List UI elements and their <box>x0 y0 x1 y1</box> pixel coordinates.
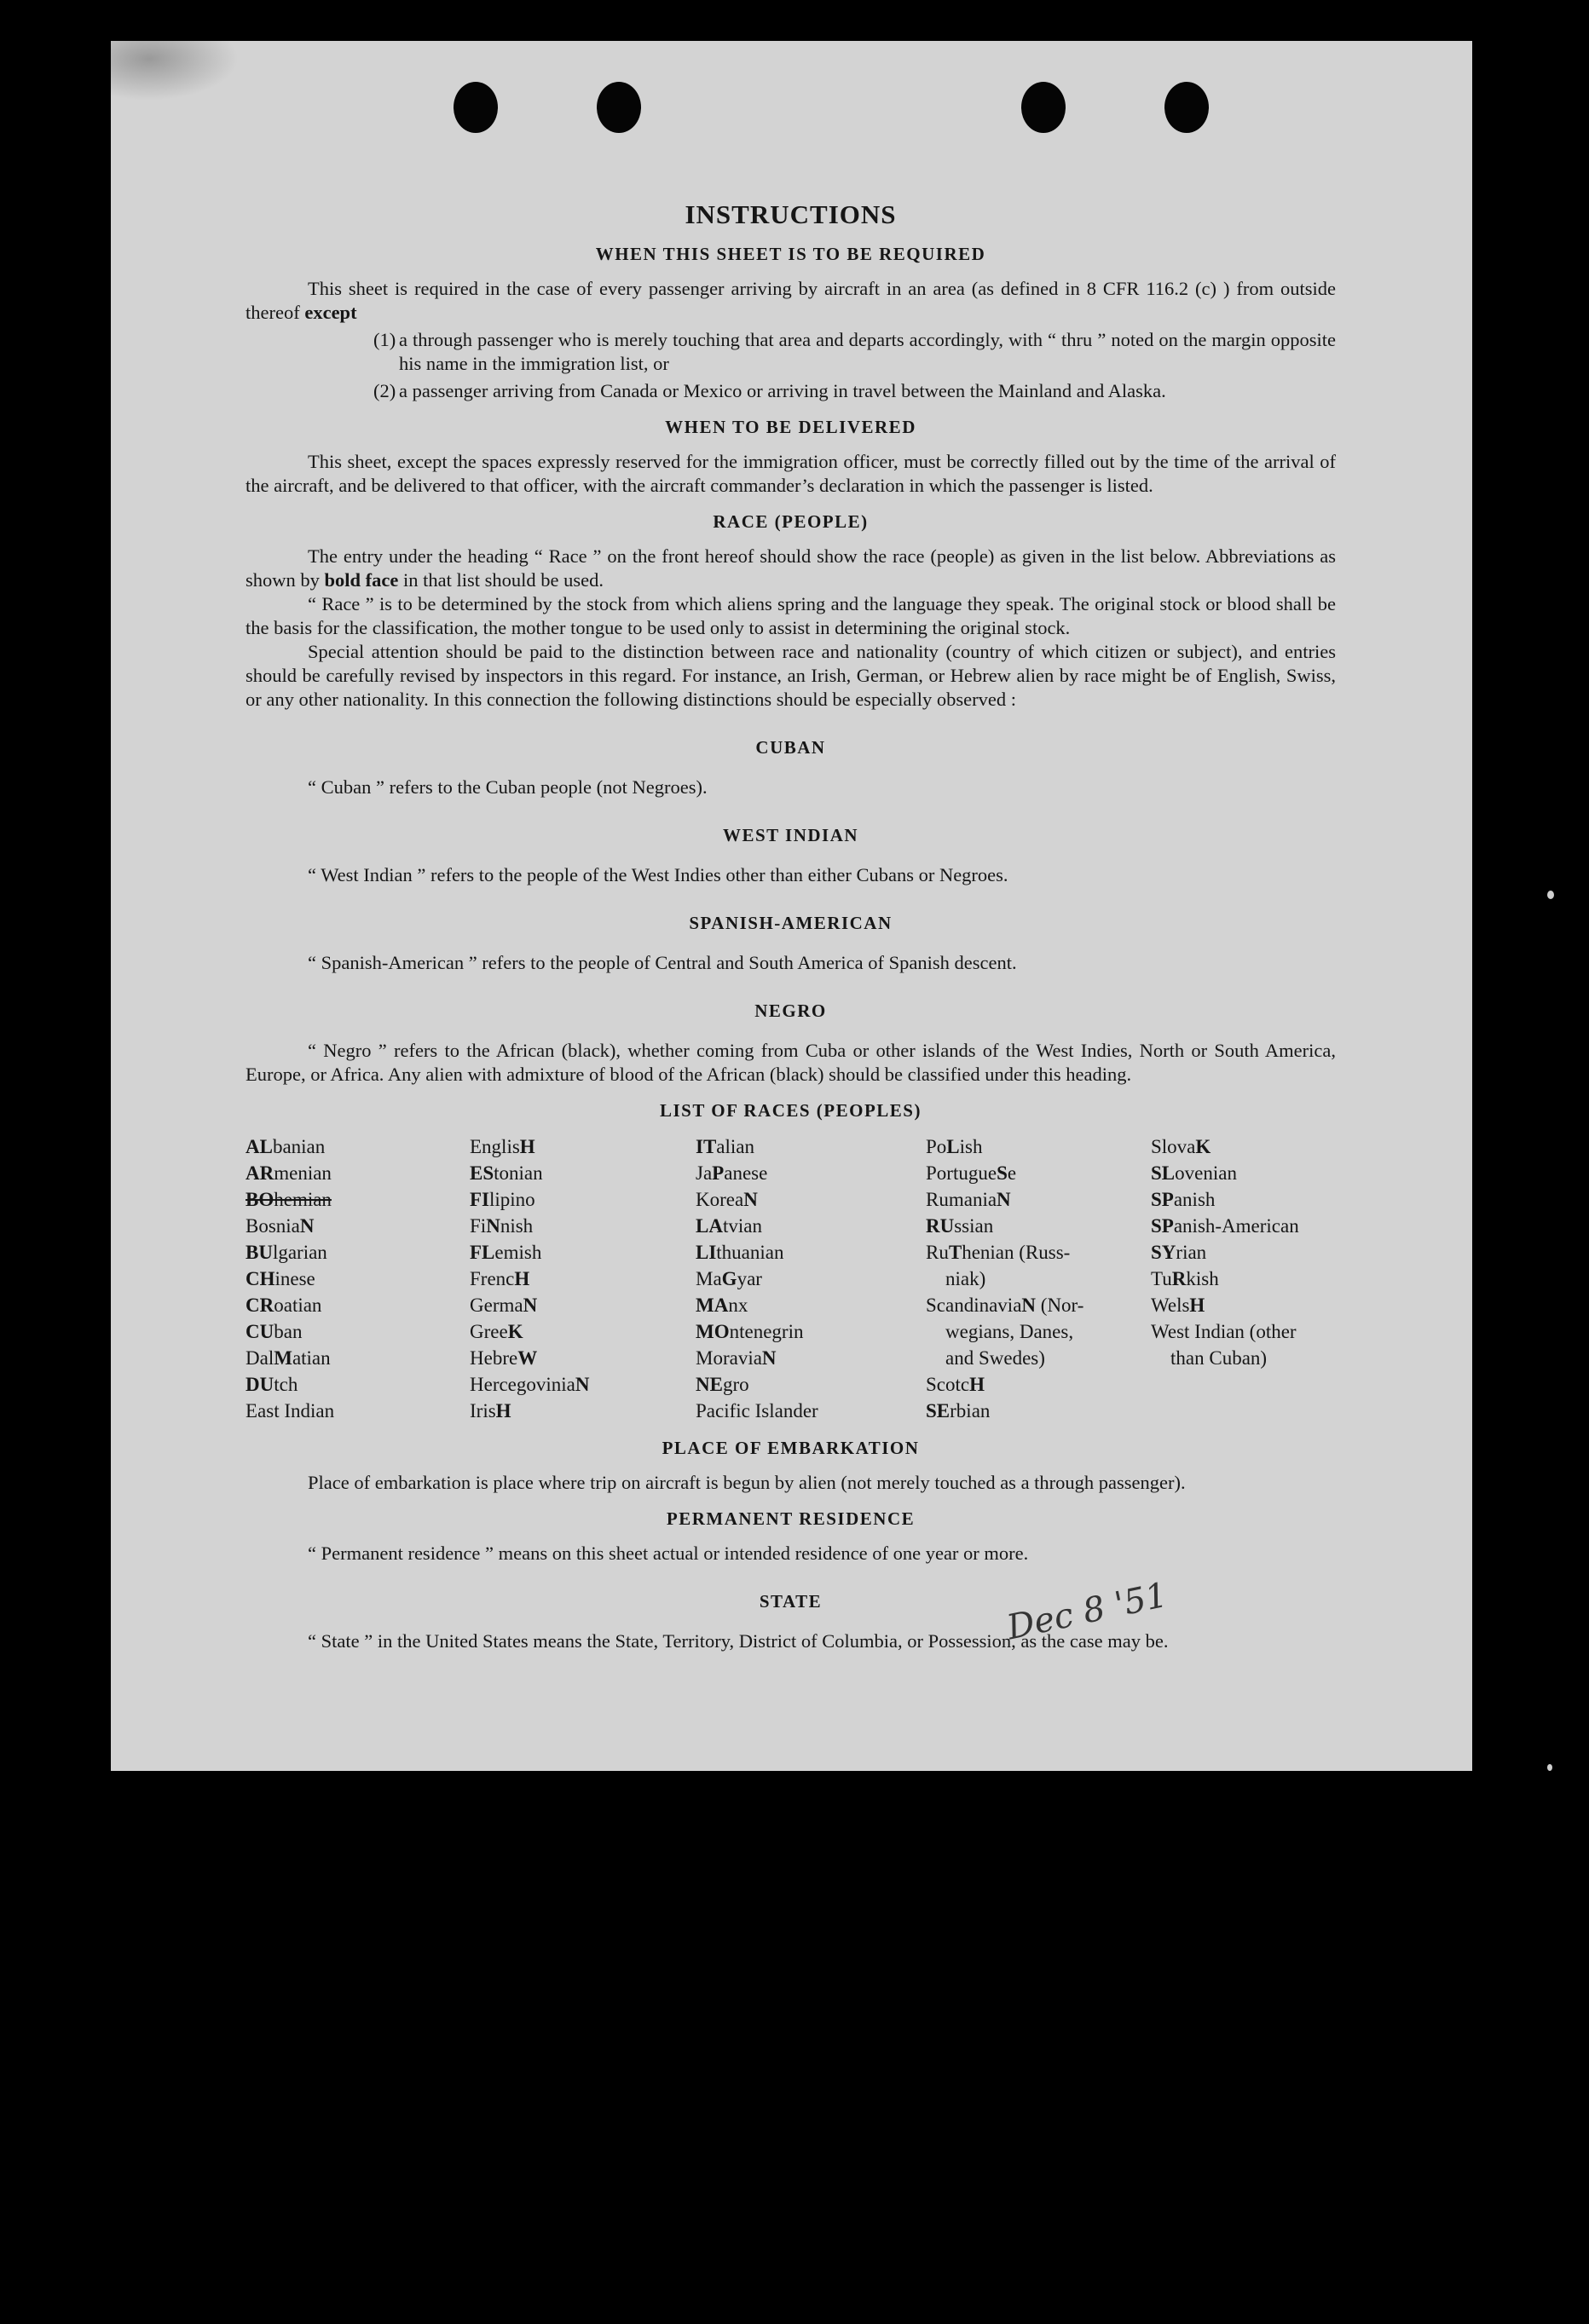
race-entry: IrisH <box>470 1400 511 1422</box>
race-entry: CHinese <box>246 1268 315 1289</box>
race-entry: SYrian <box>1151 1242 1207 1263</box>
race-paragraph-3: Special attention should be paid to the distinction between race and nationality (country of which citizen or subject), and entries should be carefully revised by inspectors in this regard. For instance, an Irish, German, or Hebrew alien by race might be of English, Swiss, or any other nationality. In this connection the following distinctions should be especially observed : <box>246 641 1336 710</box>
west-indian-text: “ West Indian ” refers to the people of the West Indies other than either Cubans or Negroes. <box>308 864 1008 885</box>
heading-embarkation: PLACE OF EMBARKATION <box>662 1438 920 1458</box>
scan-speck <box>1547 1764 1552 1771</box>
race-entry: MAnx <box>696 1295 748 1316</box>
heading-permanent-residence: PERMANENT RESIDENCE <box>666 1508 916 1529</box>
race-entry: RumaniaN <box>926 1189 1011 1210</box>
races-column <box>926 1133 1151 1424</box>
race-entry: HercegoviniaN <box>470 1374 590 1395</box>
negro-text: “ Negro ” refers to the African (black), whether coming from Cuba or other islands of the West Indies, North or South America, Europe, or Africa. Any alien with admixture of blood of the African (black) should be classified under this heading. <box>246 1040 1336 1085</box>
race-entry: SLovenian <box>1151 1162 1237 1184</box>
corner-smudge <box>111 41 239 101</box>
heading-cuban: CUBAN <box>755 737 826 758</box>
race-entry: and Swedes) <box>945 1347 1045 1369</box>
race-entry: HebreW <box>470 1347 538 1369</box>
race-entry: FiNnish <box>470 1215 534 1237</box>
race-entry: DalMatian <box>246 1347 331 1369</box>
race-entry: SlovaK <box>1151 1136 1211 1157</box>
race-entry: SErbian <box>926 1400 991 1422</box>
race-entry: RuThenian (Russ- <box>926 1242 1071 1263</box>
scan-speck <box>1547 891 1554 899</box>
race-entry: MoraviaN <box>696 1347 777 1369</box>
punch-hole <box>597 82 641 133</box>
race-entry: MaGyar <box>696 1268 762 1289</box>
race-entry: TuRkish <box>1151 1268 1219 1289</box>
race-entry: RUssian <box>926 1215 994 1237</box>
race-entry: GermaN <box>470 1295 538 1316</box>
heading-spanish-american: SPANISH-AMERICAN <box>689 913 893 933</box>
race-entry: NEgro <box>696 1374 749 1395</box>
race-entry: SPanish-American <box>1151 1215 1299 1237</box>
document-sheet <box>111 41 1472 1771</box>
heading-west-indian: WEST INDIAN <box>722 825 859 845</box>
race-paragraph-2: “ Race ” is to be determined by the stock from which aliens spring and the language they speak. The original stock or blood shall be the basis for the classification, the mother tongue to be used only to assist in determining the original stock. <box>246 593 1336 638</box>
races-column <box>470 1133 696 1424</box>
races-column <box>1151 1133 1338 1424</box>
race-entry: BUlgarian <box>246 1242 327 1263</box>
race-entry: ITalian <box>696 1136 754 1157</box>
when-delivered-text: This sheet, except the spaces expressly reserved for the immigration officer, must be correctly filled out by the time of the arrival of the aircraft, and be delivered to that officer, with the aircraft commander’s declaration in which the passenger is listed. <box>246 451 1336 496</box>
cuban-text: “ Cuban ” refers to the Cuban people (not Negroes). <box>308 776 708 798</box>
race-entry: FIlipino <box>470 1189 535 1210</box>
heading-state: STATE <box>759 1591 823 1612</box>
race-entry: PoLish <box>926 1136 983 1157</box>
heading-when-delivered: WHEN TO BE DELIVERED <box>665 417 916 437</box>
punch-hole <box>1021 82 1066 133</box>
race-entry: BosniaN <box>246 1215 315 1237</box>
race-entry: WelsH <box>1151 1295 1205 1316</box>
race-entry: PortugueSe <box>926 1162 1017 1184</box>
race-entry: than Cuban) <box>1170 1347 1268 1369</box>
embarkation-text: Place of embarkation is place where trip on aircraft is begun by alien (not merely touched as a through passenger). <box>308 1472 1186 1493</box>
race-entry: ScandinaviaN (Nor- <box>926 1295 1084 1316</box>
exception-item: (1) a through passenger who is merely touching that area and departs accordingly, with “ thru ” noted on the margin opposite his name in the immigration list, or <box>373 329 1336 374</box>
state-text: “ State ” in the United States means the State, Territory, District of Columbia, or Possession, as the case may be. <box>308 1630 1169 1652</box>
race-entry: EStonian <box>470 1162 543 1184</box>
race-entry: DUtch <box>246 1374 298 1395</box>
punch-hole <box>1164 82 1209 133</box>
race-entry: FLemish <box>470 1242 542 1263</box>
race-entry: KoreaN <box>696 1189 758 1210</box>
race-entry: Pacific Islander <box>696 1400 818 1422</box>
race-entry: ScotcH <box>926 1374 985 1395</box>
residence-text: “ Permanent residence ” means on this sheet actual or intended residence of one year or more. <box>308 1543 1029 1564</box>
race-entry: EnglisH <box>470 1136 535 1157</box>
race-entry: LAtvian <box>696 1215 762 1237</box>
race-entry: East Indian <box>246 1400 335 1422</box>
heading-negro: NEGRO <box>754 1001 827 1021</box>
race-entry: wegians, Danes, <box>945 1321 1074 1342</box>
race-entry: CRoatian <box>246 1295 322 1316</box>
page-title: INSTRUCTIONS <box>685 199 897 229</box>
race-paragraph-1: The entry under the heading “ Race ” on the front hereof should show the race (people) as given in the list below. Abbreviations as shown by bold face in that list should be used. <box>246 545 1336 591</box>
race-entry: ARmenian <box>246 1162 332 1184</box>
heading-when-required: WHEN THIS SHEET IS TO BE REQUIRED <box>595 244 986 264</box>
race-entry: FrencH <box>470 1268 530 1289</box>
race-entry: ALbanian <box>246 1136 326 1157</box>
race-entry: niak) <box>945 1268 986 1289</box>
when-required-intro: This sheet is required in the case of every passenger arriving by aircraft in an area (as defined in 8 CFR 116.2 (c) ) from outside thereof except <box>246 278 1336 323</box>
race-entry: LIthuanian <box>696 1242 784 1263</box>
punch-hole <box>454 82 498 133</box>
heading-race: RACE (PEOPLE) <box>713 511 869 532</box>
heading-list-of-races: LIST OF RACES (PEOPLES) <box>660 1100 922 1121</box>
handwritten-date: Dec 8 '51 <box>1003 1575 1171 1648</box>
races-list <box>246 1133 1336 1424</box>
races-column <box>696 1133 926 1424</box>
race-entry: GreeK <box>470 1321 523 1342</box>
race-entry: West Indian (other <box>1151 1321 1297 1342</box>
race-entry: JaPanese <box>696 1162 768 1184</box>
exception-item: (2) a passenger arriving from Canada or Mexico or arriving in travel between the Mainland and Alaska. <box>373 380 1166 401</box>
race-entry: MOntenegrin <box>696 1321 804 1342</box>
race-entry: SPanish <box>1151 1189 1216 1210</box>
race-entry: BOhemian <box>246 1189 332 1210</box>
spanish-american-text: “ Spanish-American ” refers to the people of Central and South America of Spanish descent. <box>308 952 1017 973</box>
races-column <box>246 1133 470 1424</box>
race-entry: CUban <box>246 1321 303 1342</box>
